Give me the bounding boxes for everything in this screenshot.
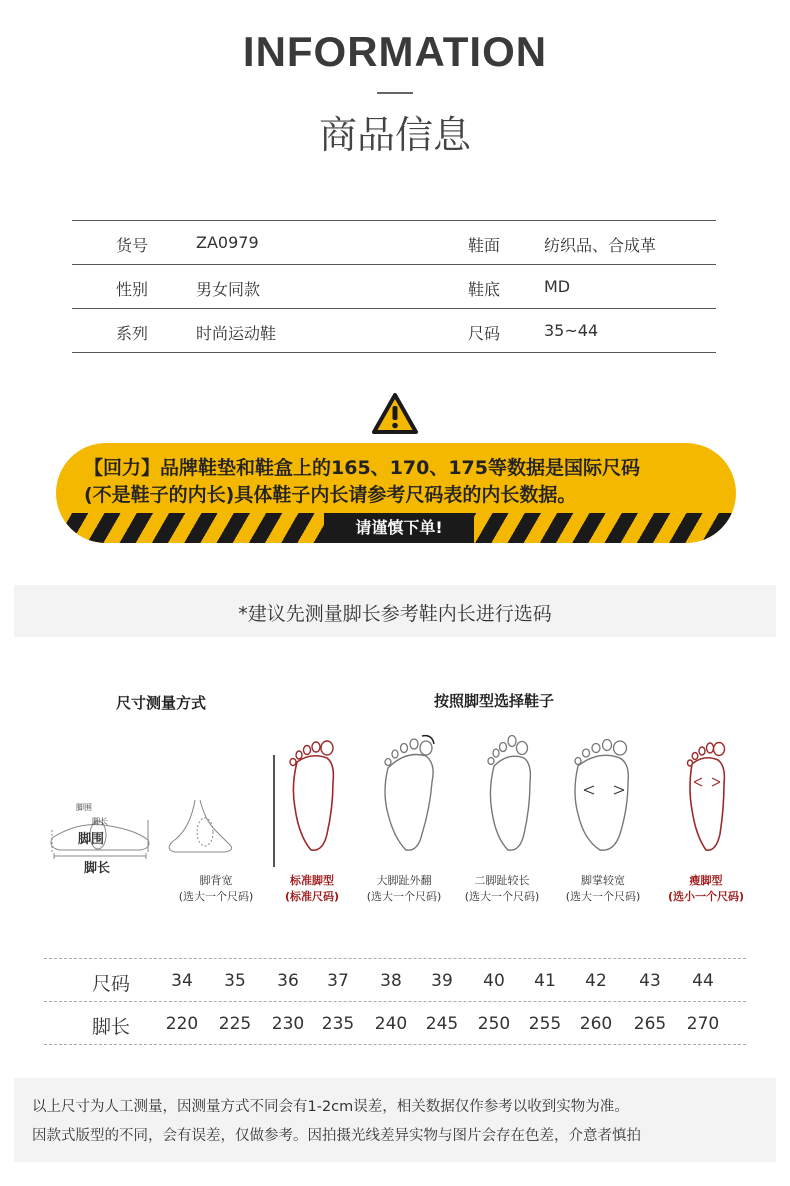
foot-type-caption	[454, 873, 550, 905]
advice-text: *建议先测量脚长参考鞋内长进行选码	[238, 603, 552, 625]
warning-line-1: 【回力】品牌鞋垫和鞋盒上的165、170、175等数据是国际尺码	[84, 457, 640, 479]
foot-measure-illustration	[40, 790, 270, 870]
warning-line-2: (不是鞋子的内长)具体鞋子内长请参考尺码表的内长数据。	[84, 484, 577, 506]
length-cell: 270	[686, 1014, 720, 1034]
size-chart-table	[44, 958, 746, 1045]
instep-caption-line2: (选大一个尺码)	[178, 890, 254, 903]
foot-type-caption	[356, 873, 452, 905]
foot-type-name: 大脚趾外翻	[376, 874, 432, 887]
size-cell: 40	[483, 971, 505, 991]
size-cell: 39	[431, 971, 453, 991]
length-cell: 225	[218, 1014, 252, 1034]
info-row	[72, 265, 716, 309]
warning-banner	[56, 443, 736, 543]
foot-bunion-icon	[378, 730, 442, 856]
info-row	[72, 309, 716, 353]
size-cell: 42	[585, 971, 607, 991]
info-label: 系列	[116, 324, 149, 343]
info-label: 鞋面	[468, 236, 501, 255]
foot-type-name: 脚掌较宽	[581, 874, 625, 887]
length-cell: 260	[579, 1014, 613, 1034]
foot-narrow-icon	[682, 738, 732, 856]
page-title-chinese: 商品信息	[318, 113, 471, 157]
length-cell: 240	[374, 1014, 408, 1034]
foot-type-name: 瘦脚型	[689, 874, 723, 887]
length-cell: 245	[425, 1014, 459, 1034]
advice-bar	[14, 585, 776, 637]
measure-label-girth: 脚围	[78, 832, 105, 847]
size-cell: 41	[534, 971, 556, 991]
foot-type-advice: (选大一个尺码)	[464, 890, 540, 903]
product-info-table	[72, 220, 716, 353]
info-label: 尺码	[468, 324, 501, 343]
foot-long-second-toe-icon	[482, 734, 538, 856]
info-label: 鞋底	[468, 280, 501, 299]
info-value: 纺织品、合成革	[544, 236, 657, 255]
length-cell: 265	[633, 1014, 667, 1034]
size-cell: 34	[171, 971, 193, 991]
page-title-english: INFORMATION	[242, 28, 548, 75]
foot-type-name: 二脚趾较长	[474, 874, 530, 887]
info-value: 35~44	[544, 321, 599, 340]
foot-type-caption	[656, 873, 756, 905]
size-row-label: 尺码	[92, 973, 131, 995]
instep-caption-line1: 脚背宽	[199, 874, 233, 887]
warning-caution-label: 请谨慎下单!	[324, 513, 474, 543]
info-label: 性别	[116, 280, 149, 299]
length-row-label: 脚长	[92, 1016, 131, 1038]
foot-wide-icon	[570, 734, 636, 856]
foot-standard-icon	[283, 738, 341, 856]
size-cell: 44	[692, 971, 714, 991]
foot-type-advice: (选大一个尺码)	[565, 890, 641, 903]
size-cell: 43	[639, 971, 661, 991]
size-cell: 36	[277, 971, 299, 991]
info-value: 男女同款	[196, 280, 261, 299]
foot-type-advice: (选大一个尺码)	[366, 890, 442, 903]
size-cell: 37	[327, 971, 349, 991]
warning-text	[84, 455, 724, 509]
measure-label-length: 脚长	[84, 861, 111, 876]
info-value: MD	[544, 277, 571, 296]
length-cell: 235	[321, 1014, 355, 1034]
foot-type-name: 标准脚型	[290, 874, 334, 887]
length-cell: 220	[165, 1014, 199, 1034]
info-row	[72, 221, 716, 265]
title-divider	[377, 92, 413, 94]
measure-label-width-small: 脚长	[92, 817, 108, 826]
disclaimer-line-1: 以上尺寸为人工测量，因测量方式不同会有1-2cm误差，相关数据仅作参考以收到实物为准。	[32, 1099, 629, 1115]
length-cell: 250	[477, 1014, 511, 1034]
length-cell: 230	[271, 1014, 305, 1034]
length-row	[44, 1002, 746, 1045]
length-cell: 255	[528, 1014, 562, 1034]
instep-caption	[168, 873, 264, 905]
foot-type-caption	[555, 873, 651, 905]
size-cell: 35	[224, 971, 246, 991]
vertical-divider	[273, 755, 275, 867]
disclaimer-box	[14, 1078, 776, 1162]
foot-type-advice: (选小一个尺码)	[667, 890, 745, 903]
size-row	[44, 959, 746, 1002]
info-value: ZA0979	[196, 233, 259, 252]
info-label: 货号	[116, 236, 149, 255]
size-cell: 38	[380, 971, 402, 991]
warning-icon	[371, 392, 419, 436]
foot-type-heading: 按照脚型选择鞋子	[434, 692, 555, 710]
foot-type-caption	[272, 873, 352, 905]
foot-type-advice: (标准尺码)	[284, 890, 340, 903]
measure-label-girth-small: 脚围	[76, 803, 92, 812]
info-value: 时尚运动鞋	[196, 324, 277, 343]
disclaimer-line-2: 因款式版型的不同，会有误差，仅做参考。因拍摄光线差异实物与图片会存在色差，介意者慎拍	[32, 1128, 641, 1144]
measure-heading: 尺寸测量方式	[116, 694, 207, 712]
